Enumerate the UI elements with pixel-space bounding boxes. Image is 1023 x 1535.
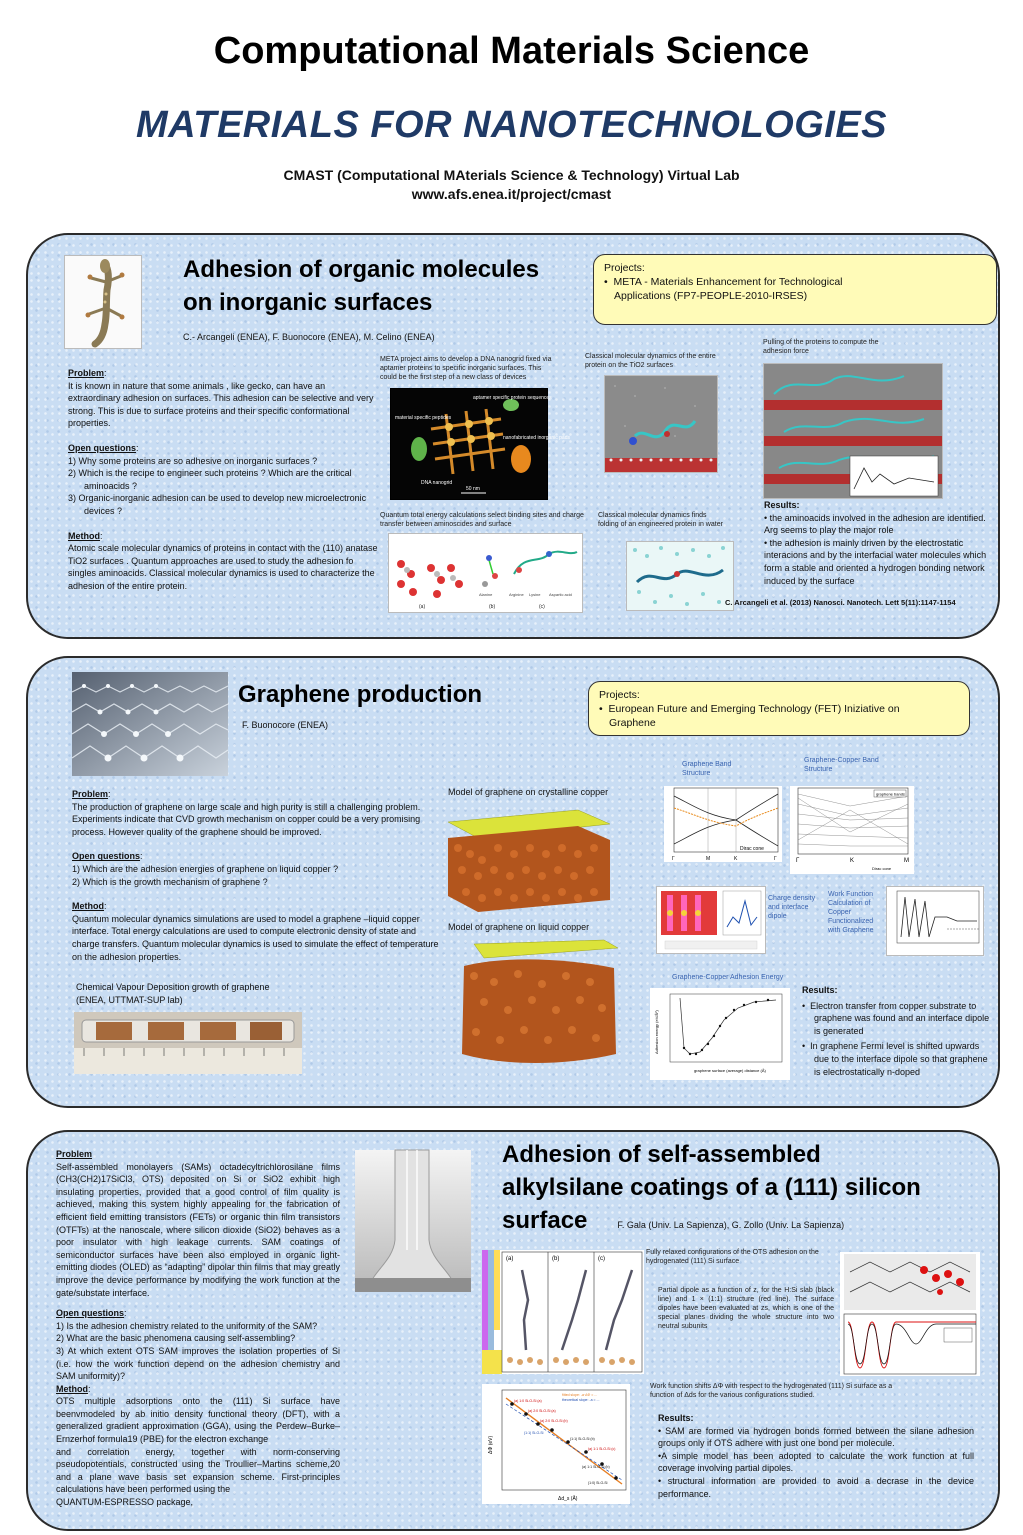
svg-text:(a): (a) (506, 1256, 514, 1262)
caption-cvd: Chemical Vapour Deposition growth of graphene (ENEA, UTTMAT-SUP lab) (76, 982, 270, 1005)
svg-text:Dirac cone: Dirac cone (740, 846, 764, 852)
svg-text:K: K (850, 858, 855, 864)
question-item: 2) Which is the growth mechanism of graphene ? (72, 876, 268, 887)
question-item: 3) Organic-inorganic adhesion can be used to develop new microelectronic devices ? (68, 493, 367, 516)
caption-quantum: Quantum total energy calculations select binding sites and charge transfer between aminoscides and surface (380, 512, 584, 528)
project-item: • META - Materials Enhancement for Technological Applications (FP7-PEOPLE-2010-IRSES) (604, 276, 843, 302)
result-item: •A simple model has been adopted to calculate the work function at full coverage involving partial dipoles. (658, 1450, 974, 1474)
svg-text:(1:0) Si-O-Si: (1:0) Si-O-Si (588, 1481, 608, 1485)
questions-label: Open questions (72, 851, 141, 862)
section1-citation: C. Arcangeli et al. (2013) Nanosci. Nanotech. Lett 5(11):1147-1154 (725, 598, 956, 607)
partial-dipole-figure (840, 1252, 980, 1376)
caption-relaxed: Fully relaxed configurations of the OTS adhesion on the hydrogenated (111) Si surface (646, 1249, 819, 1265)
meta-label: aptamer specific protein sequences (473, 395, 552, 401)
section3-results (658, 1412, 974, 1500)
svg-text:(1:1) Si-O-Si (b): (1:1) Si-O-Si (b) (570, 1437, 595, 1441)
svg-text:(a) 2:0 Si-O-Si (b): (a) 2:0 Si-O-Si (b) (540, 1419, 568, 1423)
svg-text:(a) 1:0 Si-O-Si (a): (a) 1:0 Si-O-Si (a) (514, 1399, 542, 1403)
section1-text: Problem: It is known in nature that some animals , like gecko, can have an extraordinary adhesion on surfaces. This adhesion can be selective and very strong. This is due to surface proteins and their specific conformational properties. Open questions: 1) Why some proteins are so adhesive on inorganic surfaces ? 2) Which is the recipe to engineer such proteins ? Which are the critical aminoacids ? 3) Organic-inorganic adhesion can be used to develop new microelectronic devices ? Method: Atomic scale molecular dynamics of proteins in contact with the (110) anatase TiO2 surfaces . Quantum approaches are used to study the adhesion fo singles aminoacids. Classical molecular dynamics is used to characterize the adhesion of the entire protein. (68, 368, 378, 591)
svg-text:Arginine: Arginine (509, 592, 524, 597)
svg-text:(a) 2:0 Si-O-Si (a): (a) 2:0 Si-O-Si (a) (528, 1409, 556, 1413)
graphene-copper-band-structure (790, 786, 914, 874)
svg-text:(a) 1:1 Si-O-Si (c): (a) 1:1 Si-O-Si (c) (588, 1447, 616, 1451)
svg-text:Γ: Γ (774, 856, 777, 862)
question-item: 2) Which is the recipe to engineer such proteins ? Which are the critical aminoacids ? (68, 468, 352, 491)
section1-results (764, 499, 992, 587)
svg-text:(1:1) Si-O-Si: (1:1) Si-O-Si (524, 1431, 544, 1435)
svg-text:(a): (a) (419, 604, 426, 610)
svg-text:Γ: Γ (672, 856, 675, 862)
poster-subtitle: MATERIALS FOR NANOTECHNOLOGIES (135, 104, 888, 146)
cvd-sample-photo (74, 1012, 302, 1074)
section-graphene (26, 656, 1000, 1108)
section2-text: Problem: The production of graphene on large scale and high purity is still a challenging problem. Experiments indicate that CVD growth mechanism on copper could be a very promising process. However quality of the graphene should be improved. Open questions: 1) Which are the adhesion energies of graphene on liquid copper ? 2) Which is the growth mechanism of graphene ? Method: Quantum molecular dynamics simulations are used to model a graphene –liquid copper interface. Total energy calculations are used to compute electronic density of state and charge transfers. Quantum molecular dynamics is used to simulate the effect of temperature on the adhesion properties. (72, 789, 439, 962)
method-label: Method (72, 901, 104, 912)
graphene-band-structure (664, 786, 782, 862)
question-item: 1) Which are the adhesion energies of graphene on liquid copper ? (72, 863, 339, 874)
svg-text:(c): (c) (539, 604, 545, 610)
droplet-photo (355, 1150, 471, 1292)
svg-text:(b): (b) (552, 1256, 560, 1262)
caption-cmd-protein: Classical molecular dynamics of the entire protein on the TiO2 surfaces (585, 353, 716, 369)
meta-label: nanofabricated inorganic pads (503, 435, 570, 441)
section-organic-adhesion (26, 233, 1000, 639)
result-item: • SAM are formed via hydrogen bonds formed between the silane adhesion groups only if OTS adhere with just one bond per molecule. (658, 1425, 974, 1449)
lab-info (0, 166, 1023, 204)
meta-label: DNA nanogrid (421, 480, 453, 486)
problem-label: Problem (68, 368, 105, 378)
section2-authors: F. Buonocore (ENEA) (242, 720, 329, 730)
graphene-crystalline-copper-model (438, 804, 618, 914)
svg-text:fitted slope: -a·ΔΦ = ...: fitted slope: -a·ΔΦ = ... (562, 1393, 598, 1397)
project-item: • European Future and Emerging Technology (FET) Iniziative on Graphene (599, 703, 900, 729)
svg-text:graphene bands: graphene bands (876, 791, 905, 797)
svg-text:ΔΦ (eV): ΔΦ (eV) (488, 1435, 494, 1454)
svg-text:M: M (904, 858, 909, 864)
caption-work-function: Work Function Calculation of Copper Functionalized with Graphene (828, 891, 874, 934)
section1-title: Adhesion of organic molecules on inorganic surfaces (183, 256, 540, 316)
questions-label: Open questions (56, 1308, 125, 1319)
svg-text:(a) 1:1 Si-O-Si (b): (a) 1:1 Si-O-Si (b) (582, 1465, 610, 1469)
caption-liquid-copper: Model of graphene on liquid copper (448, 922, 590, 932)
adhesion-energy-plot (650, 988, 790, 1080)
method-text: and correlation energy, together with norm-conserving pseudopotentials, constructed using the Troullier–Martins scheme,20 and a plane wave basis set expansion scheme. First-principles calculations have been performed using the (56, 1446, 340, 1495)
ots-relaxed-configurations-figure (482, 1250, 644, 1374)
problem-label: Problem (72, 789, 109, 799)
meta-scale: 50 nm (466, 486, 480, 492)
result-item: • Electron transfer from copper substrate to graphene was found and an interface dipole is generated (802, 1000, 990, 1036)
protein-pulling-figure (763, 363, 943, 499)
result-item: • the aminoacids involved in the adhesion are identified. Arg seems to play the major role (764, 512, 986, 536)
svg-text:Alanine: Alanine (479, 592, 493, 597)
problem-label: Problem (56, 1149, 93, 1159)
section1-projects-box (593, 254, 997, 325)
svg-text:Dirac cone: Dirac cone (872, 866, 892, 871)
section3-authors: F. Gala (Univ. La Sapienza), G. Zollo (Univ. La Sapienza) (617, 1220, 845, 1230)
caption-meta: META project aims to develop a DNA nanogrid fixed via aptamer proteins to specific inorganic surfaces. This could be the first step of a new class of devices (380, 356, 552, 381)
section2-projects-box (588, 681, 970, 736)
question-item: 1) Why some proteins are so adhesive on inorganic surfaces ? (68, 455, 318, 466)
problem-text: It is known in nature that some animals , like gecko, can have an extraordinary adhesion on surfaces. This adhesion can be selective and very strong. This is due to surface proteins and their specific conformational properties. (68, 380, 374, 429)
svg-text:graphene surface (average) dis: graphene surface (average) distance (Å) (694, 1068, 766, 1073)
caption-charge-density: Charge density and interface dipole (768, 895, 816, 920)
question-item: 3) At which extent OTS SAM improves the isolation properties of Si (i.e. how the work function depend on the adhesion chemistry and SAM uniformity)? (56, 1345, 340, 1382)
results-label: Results: (802, 985, 838, 995)
charge-density-figure (656, 886, 766, 954)
section3-title: Adhesion of self-assembled alkylsilane coatings of a (111) silicon surface F. Gala (Univ. La Sapienza), G. Zollo (Univ. La Sapienza) (502, 1138, 982, 1242)
method-text: OTS multiple adsorptions onto the (111) Si surface have beenvmodeled by ab initio density functional theory (DFT), with a generalized gradient approximation (GGA), using the Perdew–Burke–Ernzerhof formula19 (PBE) for the electron exchange (56, 1396, 340, 1445)
svg-text:Adhesion energy (eV/Å²): Adhesion energy (eV/Å²) (654, 1010, 659, 1054)
work-function-plot (886, 886, 984, 956)
aminoacid-adsorption-figure (388, 533, 583, 613)
dna-nanogrid-figure (390, 388, 570, 500)
results-label: Results: (658, 1413, 694, 1423)
lab-url[interactable]: www.afs.enea.it/project/cmast (411, 186, 612, 202)
problem-text: Self-assembled monolayers (SAMs) octadecyltrichlorosilane films (CH3(CH2)17SiCl3, OTS) deposited on Si or SiO2 exhibit high insulating properties, provided that a good control of film quality is achieved, making this system highly appealing for the fabrication of efficient field emitting transistors (FETs) or organic thin film transistors (OTFTs) at the nanoscale, where silicon dioxide (SiO2) behaves as a poor insulator with high leakage currents. SAM coatings of semiconductor surfaces have been also employed in organic light-emitting diodes (OLED) as “adapting” dipolar thin films that may greatly improve the device performance by modifying the work function at the gate/substate interface. (56, 1161, 340, 1298)
results-label: Results: (764, 500, 800, 510)
result-item: • structural information are provided to avoid a decrase in the device performance. (658, 1475, 974, 1499)
poster-title: Computational Materials Science (213, 30, 810, 72)
svg-text:Aspartic acid: Aspartic acid (549, 592, 572, 597)
method-label: Method (56, 1383, 88, 1394)
svg-text:Δd_s (Å): Δd_s (Å) (558, 1496, 578, 1502)
caption-partial-dipole: Partial dipole as a function of z, for the H:Si slab (black line) and 1 × (1:1) structure (red line). The surface dipoles have been evaluated at zs, which is one of the special planes dividing the whole structure into two neutral subunits (658, 1287, 834, 1330)
caption-graphene-band: Graphene Band Structure (682, 761, 732, 777)
protein-folding-figure (626, 541, 734, 611)
svg-text:theoretical slope: -a = ...: theoretical slope: -a = ... (562, 1398, 600, 1402)
section1-authors: C.- Arcangeli (ENEA), F. Buonocore (ENEA), M. Celino (ENEA) (183, 332, 435, 342)
section2-results (802, 984, 992, 1078)
lab-name: CMAST (Computational MAterials Science & Technology) Virtual Lab (283, 167, 740, 183)
method-label: Method (68, 530, 100, 541)
questions-label: Open questions (68, 442, 137, 453)
caption-pulling: Pulling of the proteins to compute the adhesion force (763, 339, 879, 355)
result-item: • In graphene Fermi level is shifted upwards due to the interface dipole so that graphene is electrostatically n-doped (802, 1041, 988, 1077)
svg-text:Γ: Γ (796, 858, 800, 864)
method-text: QUANTUM-ESPRESSO package, (56, 1497, 194, 1508)
svg-text:(b): (b) (489, 604, 496, 610)
gecko-image (64, 255, 142, 349)
graphene-liquid-copper-model (444, 936, 622, 1068)
caption-adhesion-energy: Graphene-Copper Adhesion Energy (672, 974, 784, 981)
question-item: 2) What are the basic phenomena causing self-assembling? (56, 1333, 296, 1344)
caption-wf-shift: Work function shifts ΔΦ with respect to the hydrogenated (111) Si surface as a function of Δds for the various configurations studied. (650, 1383, 893, 1399)
problem-text: The production of graphene on large scale and high purity is still a challenging problem. Experiments indicate that CVD growth mechanism on copper could be a very promising process. However quality of the graphene should be improved. (72, 801, 421, 837)
result-item: • the adhesion is mainly driven by the electrostatic interacions and by the interfacial water molecules which form a stable and oriented a hydrogen bonding network induced by the surface (764, 537, 987, 586)
caption-crystal-copper: Model of graphene on crystalline copper (448, 787, 609, 797)
caption-graphene-copper-band: Graphene-Copper Band Structure (804, 757, 879, 773)
method-text: Quantum molecular dynamics simulations are used to model a graphene –liquid copper interface. Total energy calculations are used to compute electronic density of state and charge transfers. Quantum molecular dynamics is used to simulate the effect of temperature on the adhesion properties. (72, 913, 439, 962)
section3-text: Problem Self-assembled monolayers (SAMs) octadecyltrichlorosilane films (CH3(CH2)17SiCl3, OTS) deposited on Si or SiO2 exhibit high insulating properties, provided that a good control of film quality is achieved, making this system highly appealing for the fabrication of efficient field emitting transistors (FETs) or organic thin film transistors (OTFTs) at the nanoscale, where silicon dioxide (SiO2) behaves as a poor insulator with high leakage currents. SAM coatings of semiconductor surfaces have been also employed in organic light-emitting diodes (OLED) as “adapting” dipolar thin films that may greatly improve the device performance by modifying the work function at the gate/substate interface. Open questions: 1) Is the adhesion chemistry related to the uniformity of the SAM? 2) What are the basic phenomena causing self-assembling? 3) At which extent OTS SAM improves the isolation properties of Si (i.e. how the work function depend on the adhesion chemistry and SAM uniformity)? Method: OTS multiple adsorptions onto the (111) Si surface have beenvmodeled by ab initio density functional theory (DFT), with a generalized gradient approximation (GGA), using the Perdew–Burke–Ernzerhof formula19 (PBE) for the electron exchange and correlation energy, together with norm-conserving pseudopotentials, constructed using the Troullier–Martins scheme,20 and a plane wave basis set expansion scheme. First-principles calculations have been performed using the QUANTUM-ESPRESSO package, (56, 1149, 340, 1508)
svg-text:Lysine: Lysine (529, 592, 541, 597)
svg-text:(c): (c) (598, 1256, 605, 1262)
svg-text:M: M (706, 856, 711, 862)
question-item: 1) Is the adhesion chemistry related to the uniformity of the SAM? (56, 1320, 318, 1331)
meta-label: material specific peptides (395, 415, 452, 421)
section-alkylsilane (26, 1130, 1000, 1531)
work-function-shift-plot (482, 1384, 630, 1504)
protein-on-tio2-figure (604, 375, 718, 473)
method-text: Atomic scale molecular dynamics of proteins in contact with the (110) anatase TiO2 surfaces . Quantum approaches are used to study the adhesion fo singles aminoacids. Classical molecular dynamics is used to characterize the adhesion of the entire protein. (68, 543, 378, 591)
projects-label: Projects: (604, 262, 645, 274)
caption-folding: Classical molecular dynamics finds folding of an engineered protein in water (598, 512, 723, 528)
graphene-lattice-image (72, 672, 228, 776)
projects-label: Projects: (599, 689, 640, 701)
svg-text:K: K (734, 856, 738, 862)
section2-title: Graphene production (238, 681, 483, 708)
